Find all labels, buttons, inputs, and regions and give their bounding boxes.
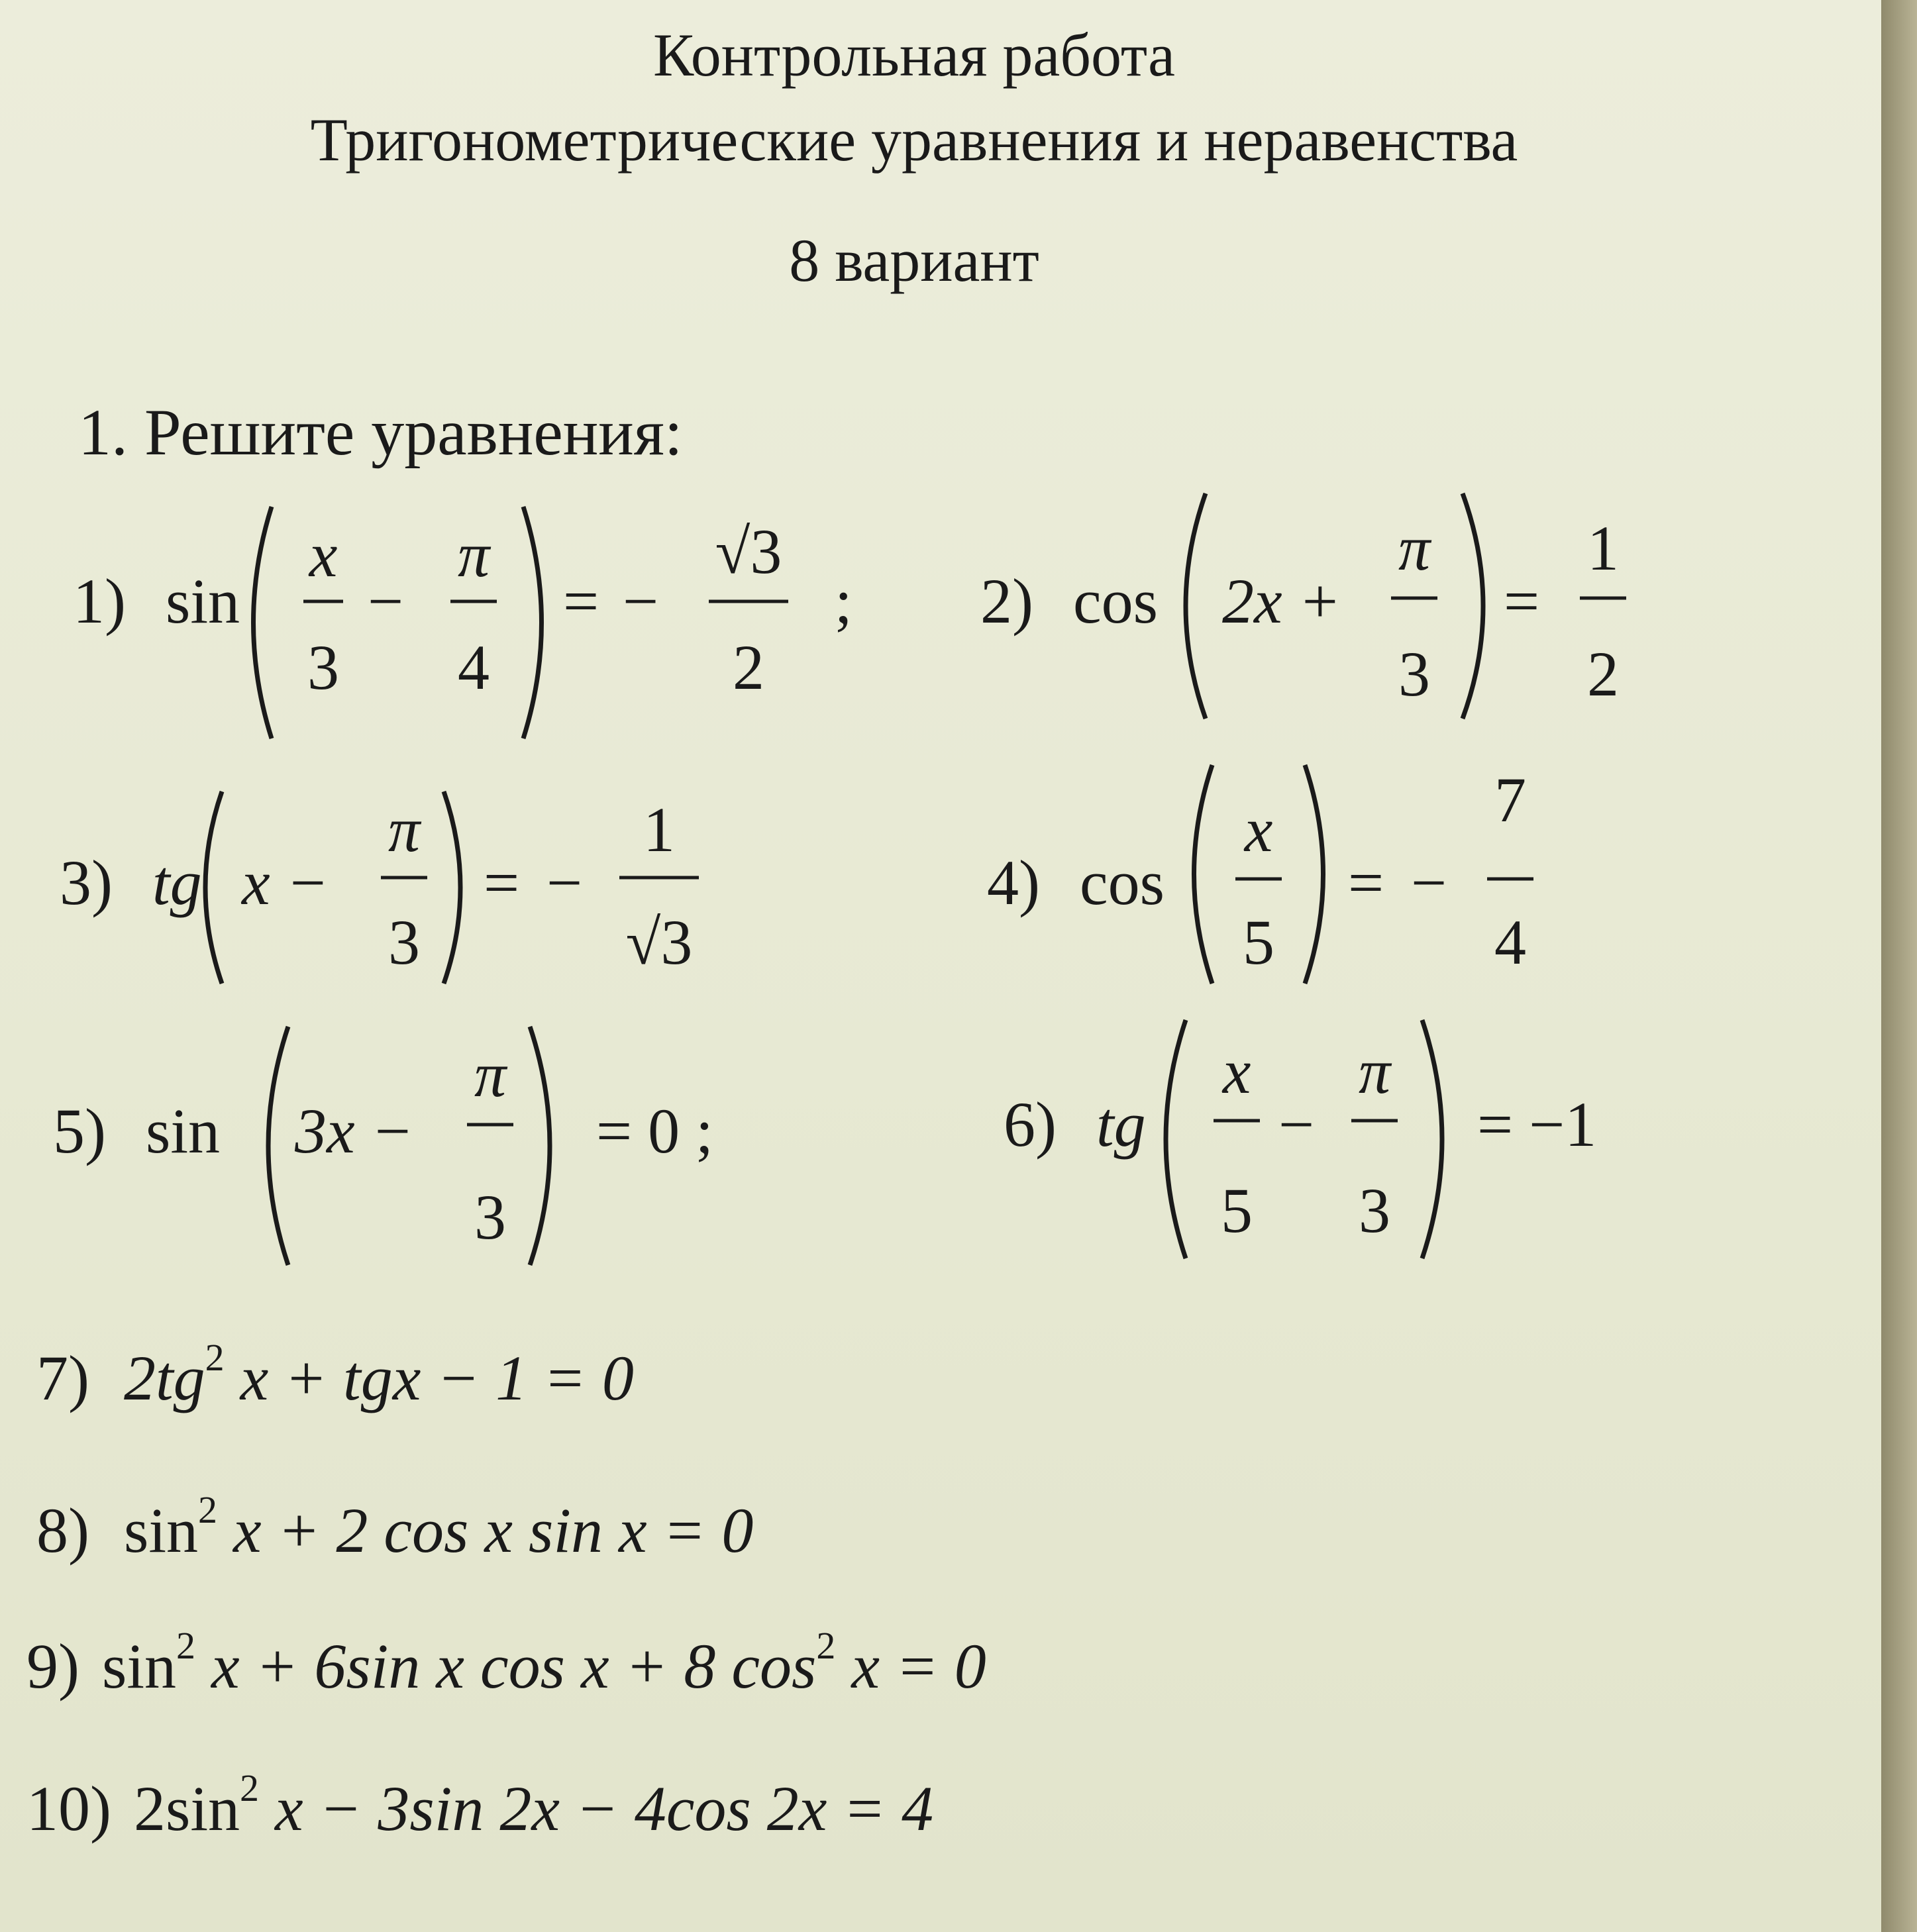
eq-number: 8) <box>36 1495 89 1566</box>
minus-sign: − <box>368 566 404 636</box>
eq-part: sin <box>101 1631 176 1702</box>
eq-part: x − 3sin 2x − 4cos 2x = 4 <box>275 1773 934 1844</box>
frac-num: π <box>388 794 421 865</box>
eq-number: 9) <box>26 1631 79 1702</box>
frac-num: π <box>457 519 490 590</box>
eq-func: sin <box>166 566 240 636</box>
paren-right <box>444 791 460 984</box>
eq-func: cos <box>1073 566 1158 636</box>
eq-number: 5) <box>53 1095 106 1166</box>
eq-rhs: = 0 ; <box>596 1095 713 1166</box>
rhs-sign: − <box>1411 847 1447 918</box>
frac-den: 4 <box>458 632 490 703</box>
equals-sign: = <box>1348 847 1384 918</box>
exponent: 2 <box>205 1336 225 1379</box>
equals-sign: = <box>563 566 599 636</box>
frac-den: √3 <box>625 907 693 978</box>
exponent: 2 <box>176 1624 195 1667</box>
eq-number: 10) <box>26 1773 111 1844</box>
paren-left <box>1194 765 1213 984</box>
paren-left <box>268 1027 288 1265</box>
exponent: 2 <box>816 1624 836 1667</box>
paren-right <box>530 1027 550 1265</box>
frac-num: x <box>1244 794 1273 865</box>
eq-part: 2sin <box>133 1773 240 1844</box>
variant-label: 8 вариант <box>789 227 1039 294</box>
equation-1 <box>73 490 901 755</box>
paren-right <box>1305 765 1323 984</box>
equation-9 <box>26 1624 986 1703</box>
exponent: 2 <box>240 1766 259 1809</box>
exponent: 2 <box>198 1488 217 1531</box>
eq-part: x + 6sin x cos x + 8 cos <box>211 1631 817 1702</box>
equation-2 <box>980 487 1722 725</box>
equation-6 <box>1004 1013 1679 1265</box>
frac-den: 2 <box>1587 638 1619 709</box>
frac-num: π <box>474 1039 507 1110</box>
rhs-sign: − <box>623 566 659 636</box>
task-title: 1. Решите уравнения: <box>78 395 683 469</box>
eq-part: 2tg <box>123 1343 205 1413</box>
paren-right <box>523 507 542 738</box>
eq-number: 6) <box>1004 1089 1057 1160</box>
eq-part: x = 0 <box>851 1631 986 1702</box>
frac-den: 2 <box>733 632 764 703</box>
paren-left <box>254 507 272 738</box>
equation-8 <box>36 1488 754 1567</box>
paren-left <box>1186 493 1206 719</box>
frac-den: 3 <box>1398 638 1430 709</box>
paren-right <box>1463 493 1483 719</box>
header-title: Контрольная работа <box>653 21 1175 89</box>
frac-num: π <box>1398 513 1431 584</box>
eq-number: 1) <box>73 566 126 636</box>
frac-num: 1 <box>643 794 675 865</box>
desk-edge <box>1881 0 1917 1932</box>
eq-part: x + 2 cos x sin x = 0 <box>233 1495 754 1566</box>
arg-term: x − <box>242 847 329 918</box>
frac-num: √3 <box>715 516 782 587</box>
frac-den: 5 <box>1243 907 1274 978</box>
equals-sign: = <box>484 847 520 918</box>
equation-7 <box>36 1336 634 1415</box>
eq-number: 4) <box>987 847 1040 918</box>
header-subtitle: Тригонометрические уравнения и неравенства <box>310 106 1518 174</box>
rhs-sign: − <box>546 847 583 918</box>
frac-num: 1 <box>1587 513 1619 584</box>
frac-den: 3 <box>474 1182 506 1252</box>
eq-rhs: = −1 <box>1477 1089 1597 1160</box>
frac-den: 3 <box>307 632 339 703</box>
minus-sign: − <box>1278 1089 1315 1160</box>
frac-num: 7 <box>1494 764 1526 835</box>
paren-left <box>1166 1020 1186 1258</box>
eq-func: sin <box>146 1095 221 1166</box>
frac-num: x <box>1222 1036 1251 1107</box>
eq-number: 3) <box>60 847 113 918</box>
eq-func: tg <box>1096 1089 1146 1160</box>
semicolon: ; <box>835 566 853 636</box>
equation-10 <box>26 1766 934 1845</box>
eq-func: tg <box>152 847 202 918</box>
eq-func: cos <box>1080 847 1165 918</box>
equation-4 <box>987 752 1583 997</box>
paren-right <box>1422 1020 1442 1258</box>
paren-left <box>205 791 222 984</box>
arg-term: 3x − <box>295 1095 414 1166</box>
equals-sign: = <box>1504 566 1540 636</box>
eq-part: x + tgx − 1 = 0 <box>240 1343 634 1413</box>
eq-part: sin <box>123 1495 198 1566</box>
frac-num: π <box>1358 1036 1391 1107</box>
frac-num: x <box>309 519 338 590</box>
frac-den: 3 <box>388 907 420 978</box>
eq-number: 7) <box>36 1343 89 1413</box>
frac-den: 5 <box>1221 1175 1253 1246</box>
frac-den: 3 <box>1359 1175 1390 1246</box>
equation-5 <box>53 1020 795 1272</box>
eq-number: 2) <box>980 566 1033 636</box>
arg-term: 2x + <box>1222 566 1341 636</box>
frac-den: 4 <box>1494 907 1526 978</box>
equation-3 <box>60 778 762 997</box>
